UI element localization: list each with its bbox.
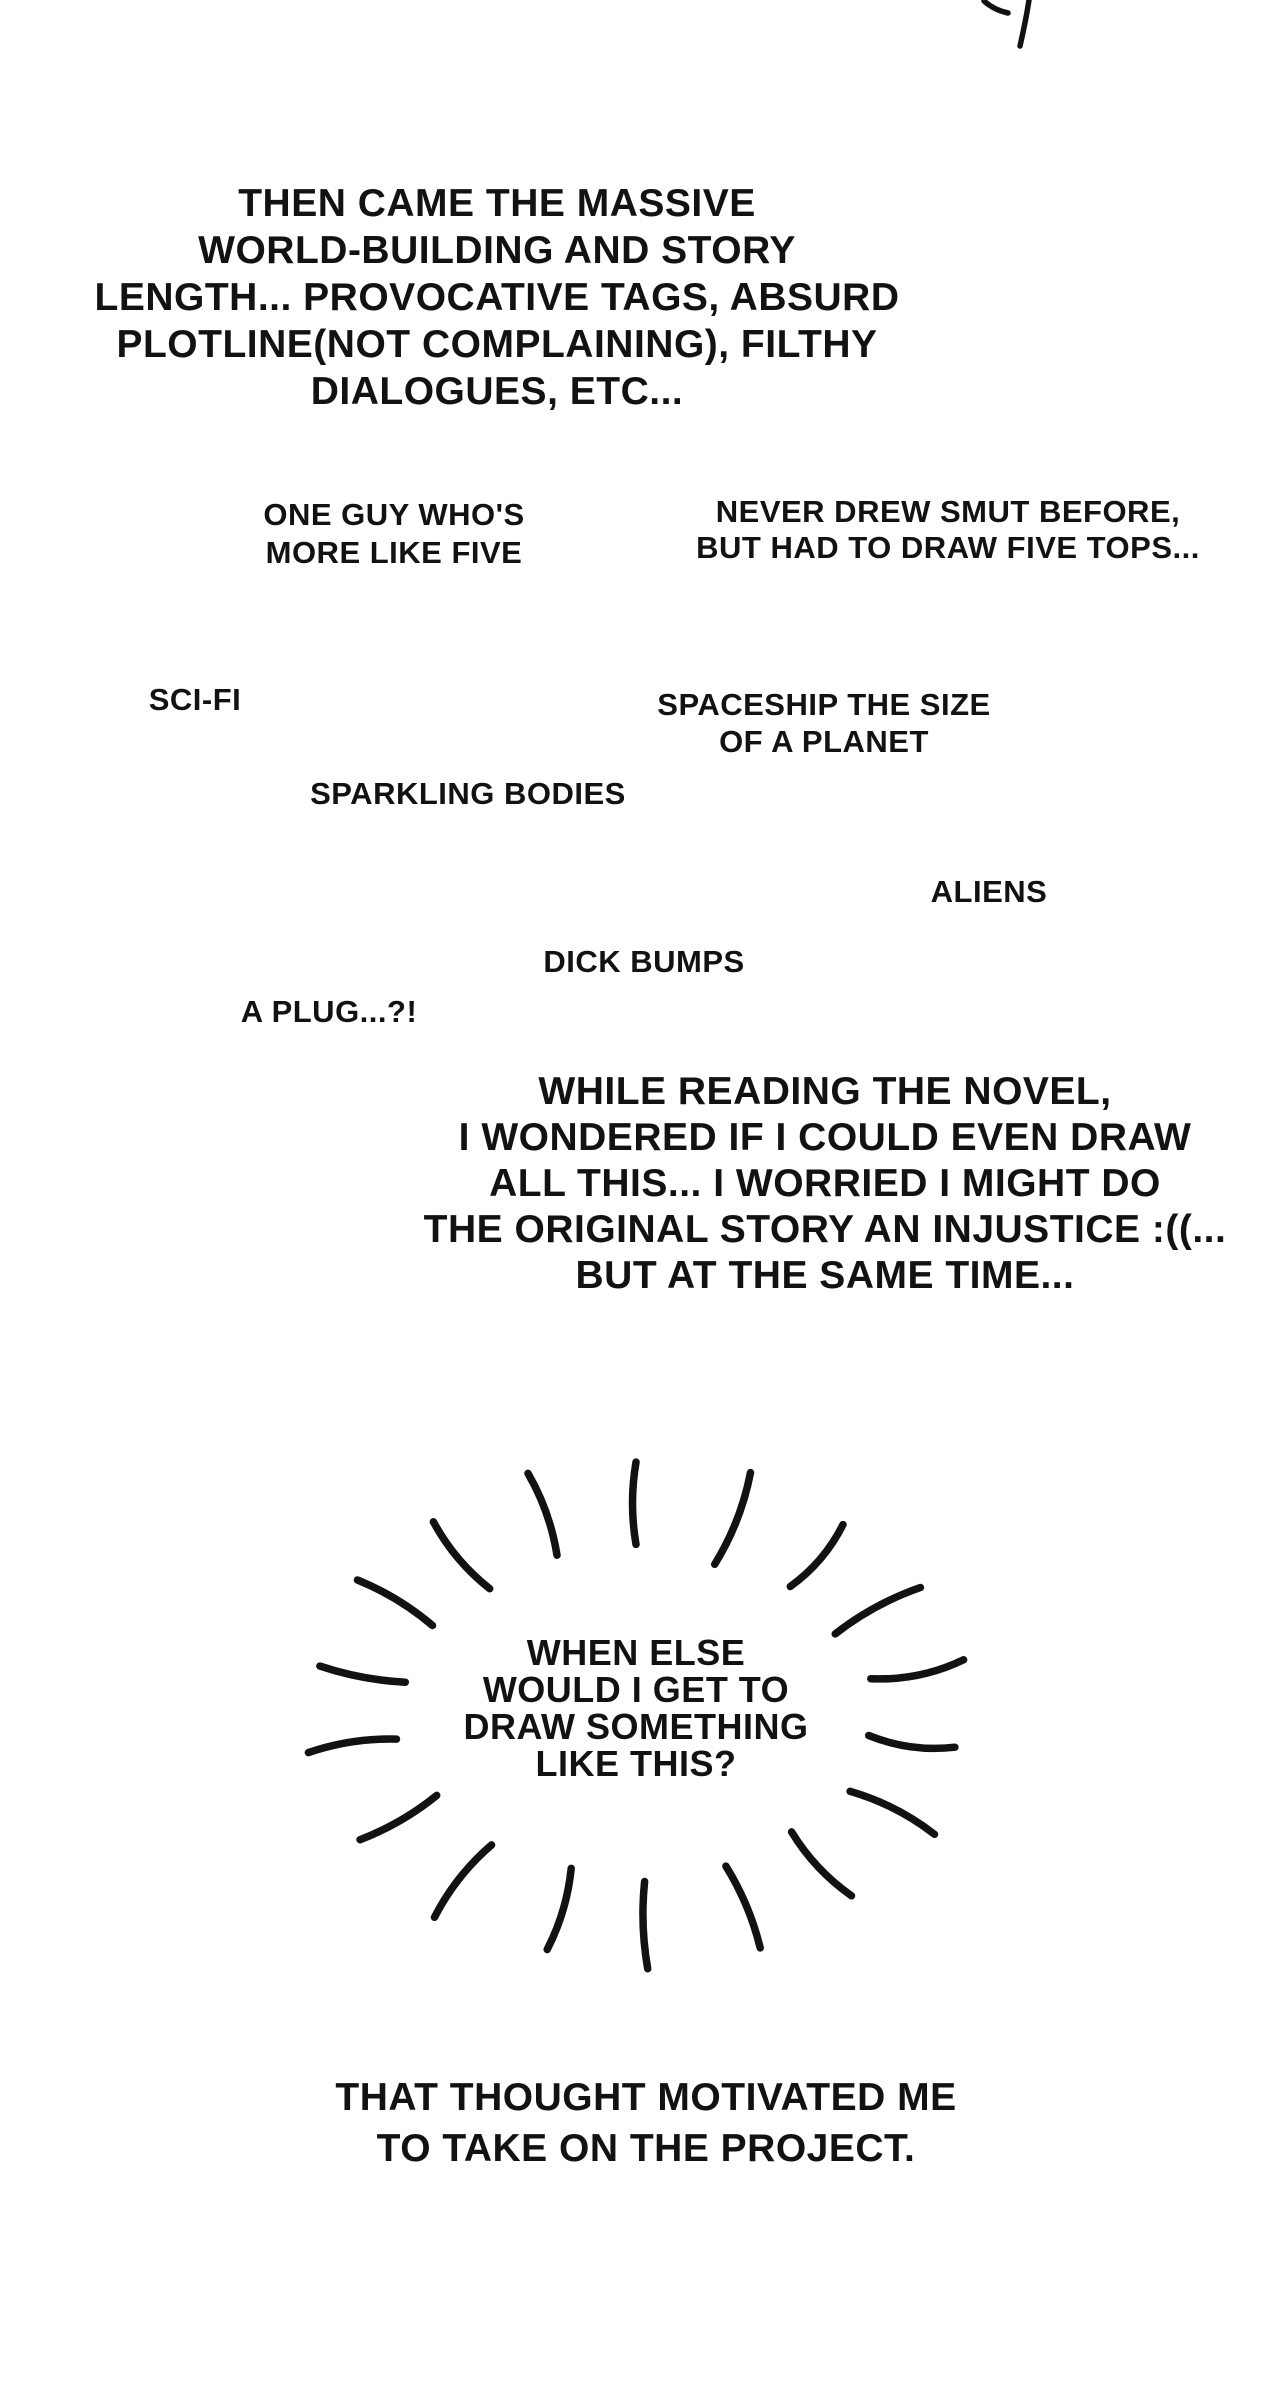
- tag-line: OF A PLANET: [719, 724, 929, 759]
- tag-a-plug: [241, 993, 418, 1030]
- note-never-drew: [696, 494, 1200, 566]
- narration-line: I WONDERED IF I COULD EVEN DRAW: [458, 1116, 1192, 1159]
- narration-line: DIALOGUES, ETC...: [310, 370, 684, 413]
- narration-line: TO TAKE ON THE PROJECT.: [376, 2127, 916, 2170]
- note-line: NEVER DREW SMUT BEFORE,: [715, 494, 1181, 529]
- burst-text: [464, 1634, 809, 1782]
- tag-dick-bumps: [543, 943, 744, 980]
- narration-monologue: [424, 1069, 1227, 1299]
- tag-sparkling-bodies: [310, 775, 626, 812]
- tag-label: SPARKLING BODIES: [310, 776, 626, 811]
- burst-tail-strokes: [978, 0, 1048, 52]
- narration-line: PLOTLINE(NOT COMPLAINING), FILTHY: [116, 323, 878, 366]
- note-one-guy: [263, 496, 524, 572]
- narration-line: THE ORIGINAL STORY AN INJUSTICE :((...: [423, 1208, 1227, 1251]
- burst-line: WHEN ELSE: [526, 1632, 746, 1673]
- tag-label: A PLUG...?!: [240, 994, 418, 1029]
- note-line: MORE LIKE FIVE: [265, 535, 523, 570]
- narration-closing: [335, 2072, 956, 2174]
- burst-line: LIKE THIS?: [535, 1743, 737, 1784]
- burst-line: DRAW SOMETHING: [463, 1706, 809, 1747]
- narration-line: BUT AT THE SAME TIME...: [575, 1254, 1075, 1297]
- narration-line: THEN CAME THE MASSIVE: [238, 182, 756, 225]
- narration-line: WHILE READING THE NOVEL,: [538, 1070, 1112, 1113]
- tag-line: SPACESHIP THE SIZE: [657, 687, 991, 722]
- tag-sci-fi: [149, 681, 242, 718]
- tag-spaceship: [657, 686, 990, 760]
- tag-label: ALIENS: [930, 874, 1048, 909]
- narration-line: WORLD-BUILDING AND STORY: [198, 229, 796, 272]
- tag-label: DICK BUMPS: [543, 944, 745, 979]
- narration-line: ALL THIS... I WORRIED I MIGHT DO: [489, 1162, 1161, 1205]
- narration-line: LENGTH... PROVOCATIVE TAGS, ABSURD: [94, 276, 900, 319]
- narration-intro: [95, 180, 900, 415]
- burst-line: WOULD I GET TO: [482, 1669, 790, 1710]
- tag-aliens: [931, 873, 1048, 910]
- narration-line: THAT THOUGHT MOTIVATED ME: [335, 2076, 957, 2119]
- tag-label: SCI-FI: [148, 682, 242, 717]
- note-line: ONE GUY WHO'S: [263, 497, 525, 532]
- note-line: BUT HAD TO DRAW FIVE TOPS...: [696, 530, 1200, 565]
